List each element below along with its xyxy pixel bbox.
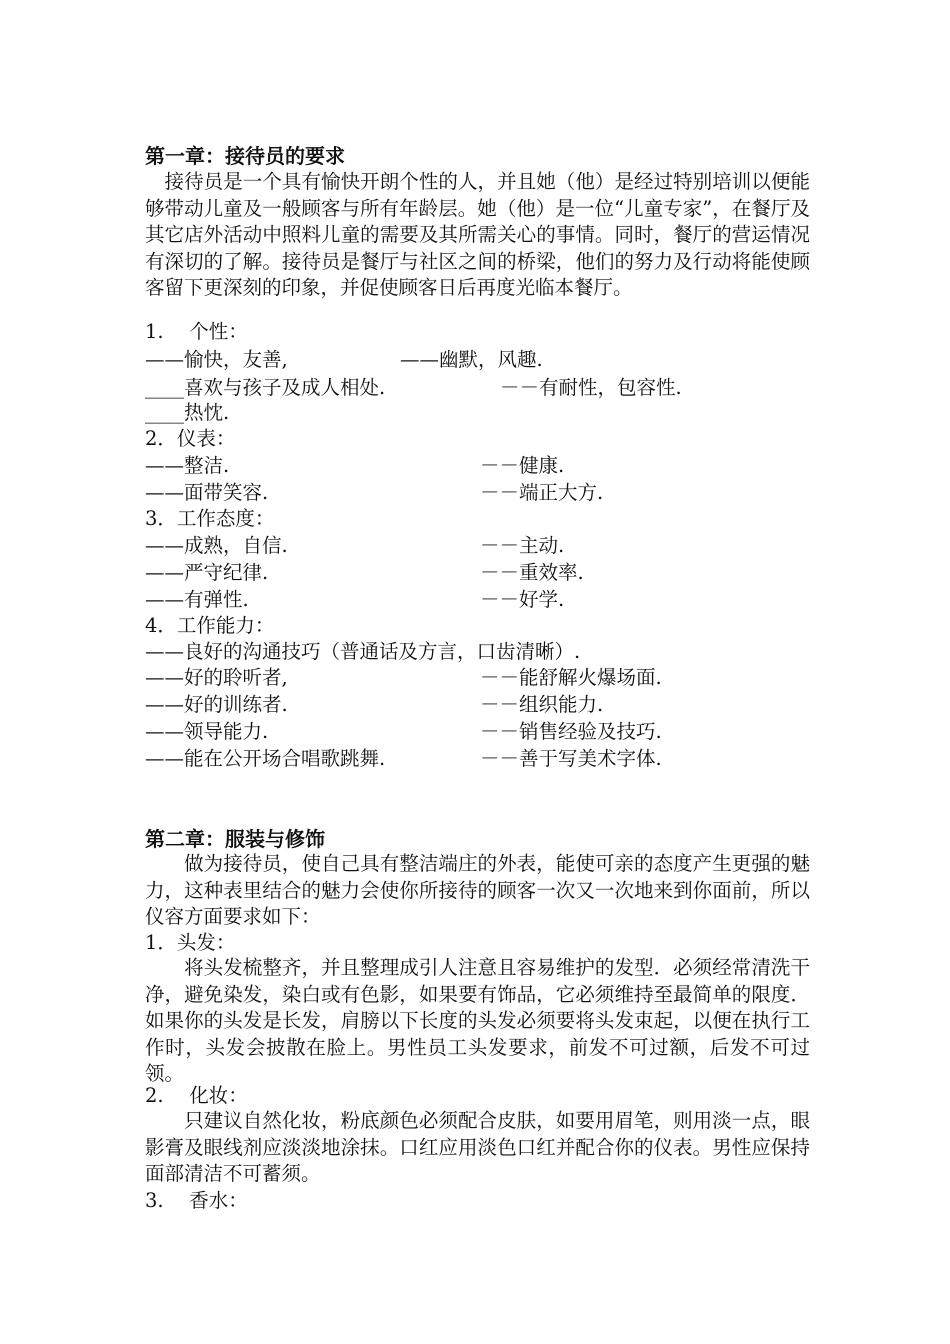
chapter1-title: 第一章：接待员的要求 xyxy=(145,144,345,168)
hair-text: 将头发梳整齐，并且整理成引人注意且容易维护的发型．必须经常清洗干净，避免染发，染白或有色影，如果要有饰品，它必须维持至最简单的限度．如果你的头发是长发，肩膀以下长度的头发必须要将头发束起，以便在执行工作时，头发会披散在脸上。男性员工头发要求，前发不可过额，后发不可过领。 xyxy=(145,956,810,1086)
section-heading: 1. 个性： xyxy=(145,320,248,343)
chapter1-intro: 接待员是一个具有愉快开朗个性的人，并且她（他）是经过特别培训以便能够带动儿童及一般顾客与所有年龄层。她（他）是一位“儿童专家”，在餐厅及其它店外活动中照料儿童的需要及其所需关心的事情。同时，餐厅的营运情况有深切的了解。接待员是餐厅与社区之间的桥梁，他们的努力及行动将能使顾客留下更深刻的印象，并促使顾客日后再度光临本餐厅。 xyxy=(145,170,810,300)
makeup-text: 只建议自然化妆，粉底颜色必须配合皮肤，如要用眉笔，则用淡一点，眼影膏及眼线剂应淡淡地涂抹。口红应用淡色口红并配合你的仪表。男性应保持面部清洁不可蓄须。 xyxy=(145,1109,810,1186)
list-item: ——好的训练者. xyxy=(145,693,288,716)
list-item: －－好学. xyxy=(480,588,565,611)
list-item: ——良好的沟通技巧（普通话及方言，口齿清晰）. xyxy=(145,640,581,663)
list-item: －－组织能力. xyxy=(480,693,604,716)
list-item: ——整洁. xyxy=(145,454,230,477)
section-heading: 2. 化妆： xyxy=(145,1084,248,1107)
chapter2-intro: 做为接待员，使自己具有整洁端庄的外表，能使可亲的态度产生更强的魅力，这种表里结合的魅力会使你所接待的顾客一次又一次地来到你面前，所以仪容方面要求如下： xyxy=(145,852,810,929)
list-item: ——有弹性. xyxy=(145,588,249,611)
list-item: ——幽默，风趣. xyxy=(400,348,543,371)
list-item: －－善于写美术字体. xyxy=(480,747,662,770)
list-item: －－端正大方. xyxy=(480,481,604,504)
list-item: ——严守纪律. xyxy=(145,561,269,584)
list-item: ——成熟，自信. xyxy=(145,534,288,557)
section-heading: 3. 香水： xyxy=(145,1189,248,1212)
list-item: －－健康. xyxy=(480,454,565,477)
list-item: ——愉快，友善, xyxy=(145,348,288,371)
list-item: －－能舒解火爆场面. xyxy=(480,666,662,689)
list-item: ____热忱. xyxy=(145,401,230,424)
section-heading: 2．仪表： xyxy=(145,427,236,450)
chapter2-title: 第二章：服装与修饰 xyxy=(145,827,325,851)
section-heading: 1．头发： xyxy=(145,931,236,954)
list-item: ——领导能力. xyxy=(145,720,269,743)
list-item: ____喜欢与孩子及成人相处. xyxy=(145,376,386,399)
list-item: －－主动. xyxy=(480,534,565,557)
list-item: ——能在公开场合唱歌跳舞. xyxy=(145,747,386,770)
list-item: －－销售经验及技巧. xyxy=(480,720,662,743)
list-item: －－重效率. xyxy=(480,561,584,584)
section-heading: 3．工作态度： xyxy=(145,507,275,530)
list-item: ——面带笑容. xyxy=(145,481,269,504)
list-item: －－有耐性，包容性. xyxy=(500,376,682,399)
section-heading: 4．工作能力： xyxy=(145,614,275,637)
list-item: ——好的聆听者, xyxy=(145,666,288,689)
